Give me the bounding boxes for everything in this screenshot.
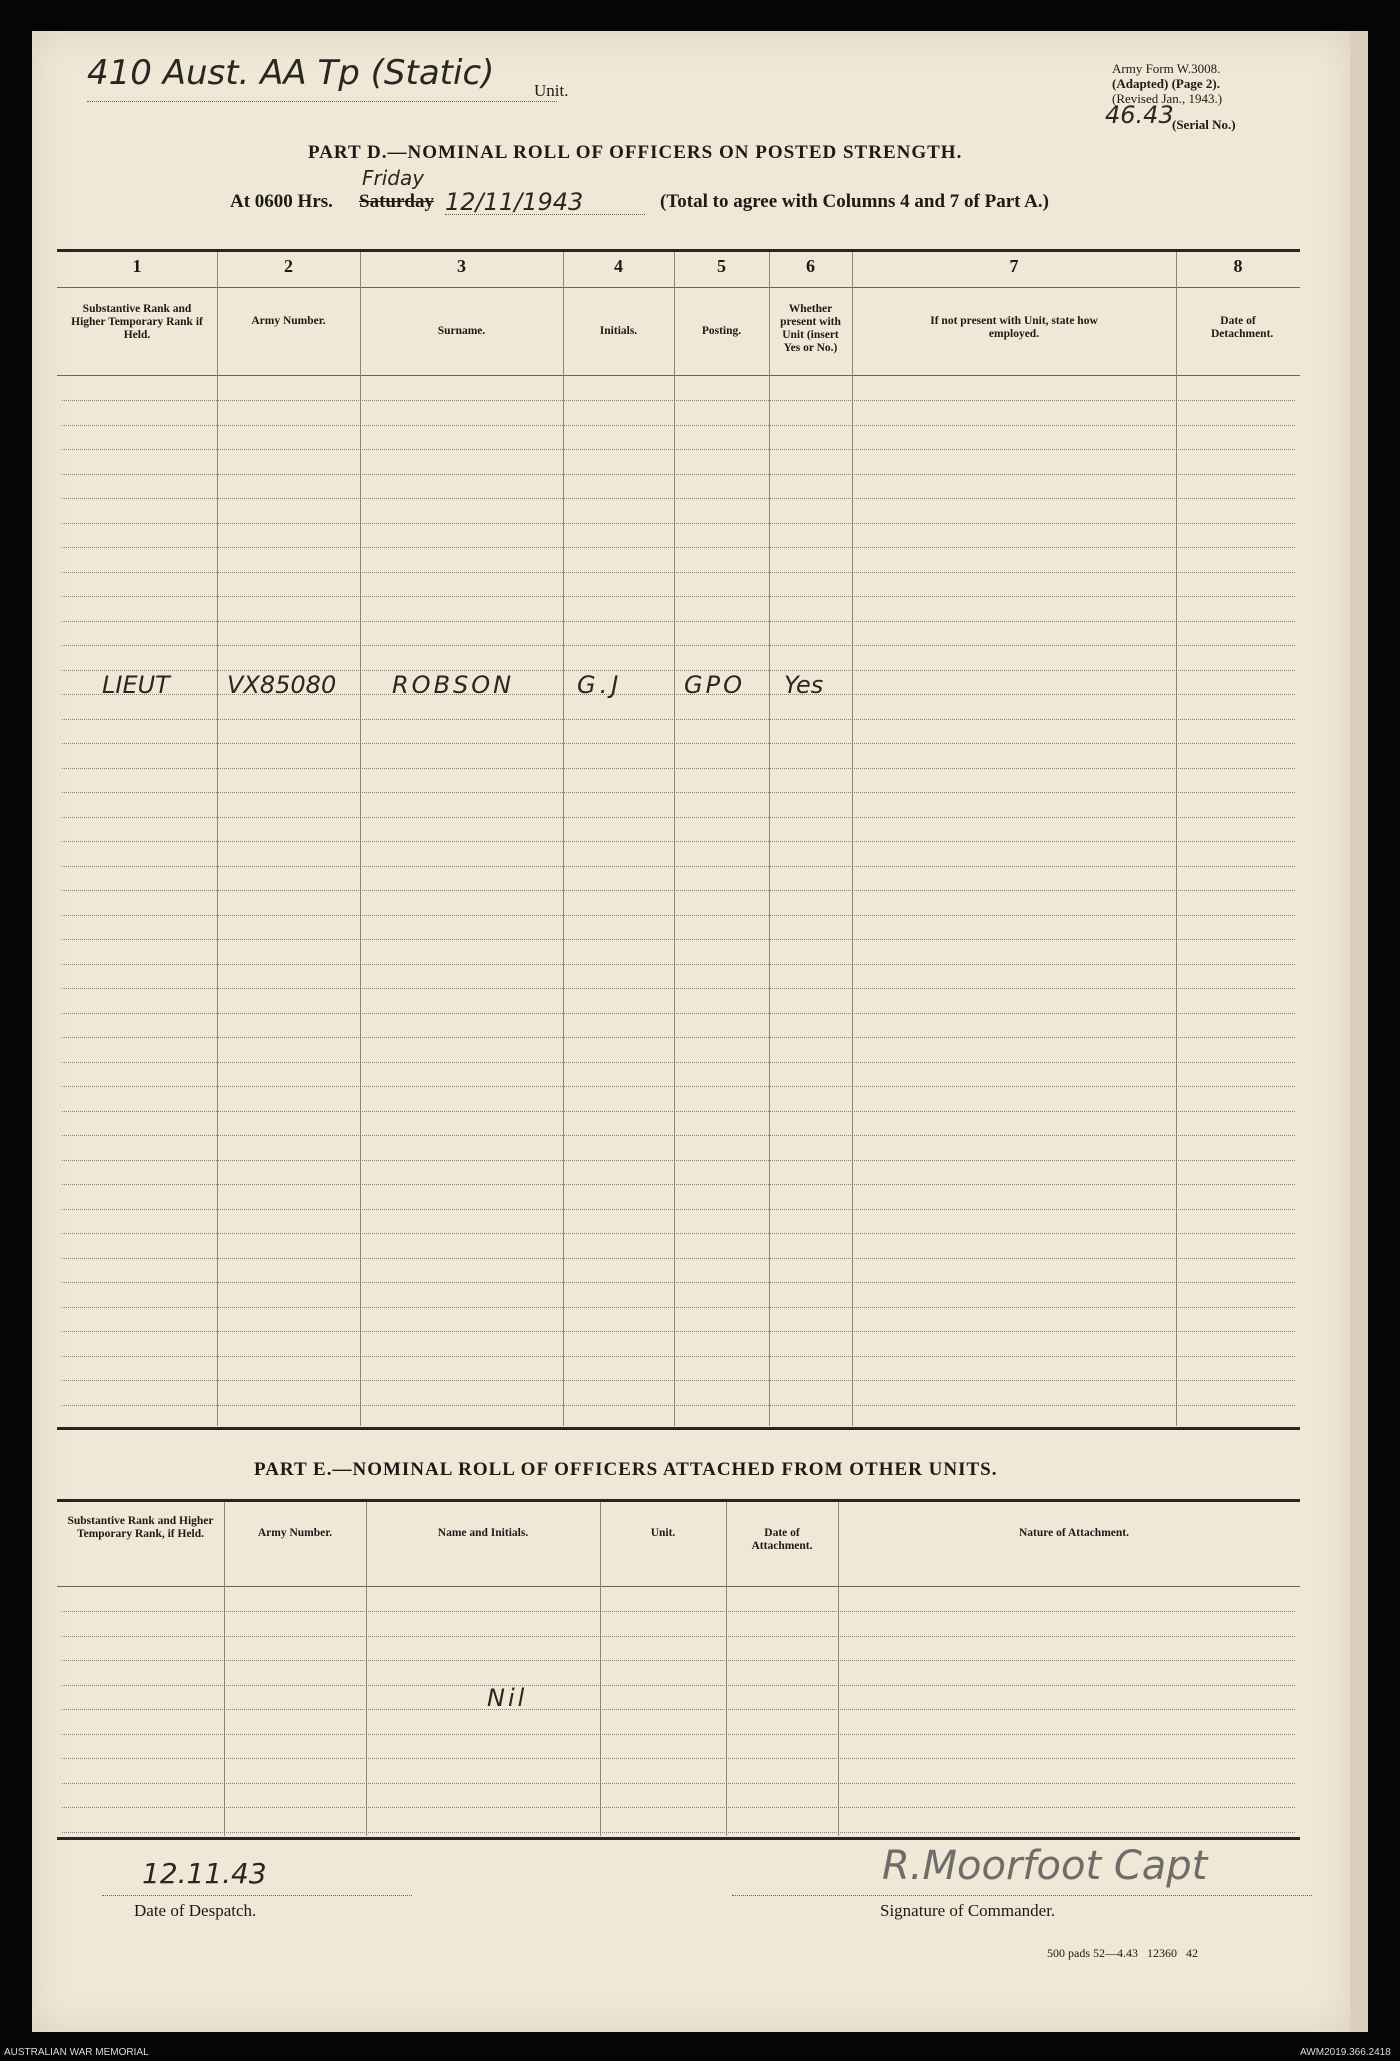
ruled-row [62, 1758, 1295, 1759]
signature: R.Moorfoot Capt [882, 1843, 1208, 1889]
ruled-row [62, 1783, 1295, 1784]
col-num: 7 [1009, 256, 1019, 276]
entry-rank: LIEUT [102, 671, 170, 699]
e-header-unit: Unit. [650, 1527, 676, 1539]
ruled-row [62, 1611, 1295, 1612]
unit-label: Unit. [534, 81, 569, 100]
col-num: 4 [614, 256, 623, 276]
serial-label: (Serial No.) [1172, 117, 1236, 132]
form-number-line2: (Adapted) (Page 2). [1112, 76, 1220, 91]
despatch-dotted-line [102, 1895, 412, 1896]
e-header-nature: Nature of Attachment. [1019, 1527, 1129, 1539]
ruled-row [62, 1660, 1295, 1661]
struck-day: Saturday [359, 191, 434, 212]
col-header-surname: Surname. [437, 325, 486, 337]
serial-handwritten: 46.43 [1105, 101, 1174, 129]
part-e-bottom-border [57, 1837, 1300, 1840]
ruled-row [62, 1807, 1295, 1808]
part-e-nil: Nil [487, 1684, 528, 1712]
watermark-right: AWM2019.366.2418 [1300, 2047, 1391, 2058]
col-divider [838, 1502, 839, 1836]
ruled-row [62, 1636, 1295, 1637]
part-e-top-border [57, 1499, 1300, 1502]
despatch-label: Date of Despatch. [134, 1901, 257, 1920]
entry-army-number: VX85080 [227, 671, 337, 699]
entry-posting: GPO [684, 671, 745, 699]
col-num: 3 [457, 256, 466, 276]
signature-label: Signature of Commander. [880, 1901, 1056, 1920]
col-num: 5 [717, 256, 726, 276]
entry-present: Yes [784, 671, 824, 699]
form-number-line3: (Revised Jan., 1943.) [1112, 91, 1223, 106]
print-info: 500 pads 52—4.43 12360 42 [1047, 1946, 1198, 1960]
entry-initials: G.J [577, 671, 623, 699]
form-number-line1: Army Form W.3008. [1112, 61, 1221, 76]
part-e-table [32, 31, 1350, 2032]
e-header-name: Name and Initials. [437, 1527, 529, 1539]
part-d-title: PART D.—NOMINAL ROLL OF OFFICERS ON POSTED STRENGTH. [308, 142, 963, 163]
col-header-posting: Posting. [701, 325, 742, 337]
col-num: 8 [1233, 256, 1243, 276]
part-e-title: PART E.—NOMINAL ROLL OF OFFICERS ATTACHED FROM OTHER UNITS. [254, 1459, 998, 1480]
col-header-rank: Substantive Rank and Higher Temporary Rank if Held. [71, 303, 203, 341]
e-header-army-number: Army Number. [257, 1527, 333, 1539]
e-header-attachment-date: Date of Attachment. [751, 1527, 813, 1552]
col-num: 6 [806, 256, 815, 276]
signature-dotted-line [732, 1895, 1312, 1896]
despatch-date-handwritten: 12.11.43 [142, 1857, 267, 1890]
ruled-row [62, 1709, 1295, 1710]
ruled-row [62, 1832, 1295, 1833]
col-divider [224, 1502, 225, 1836]
col-num: 2 [284, 256, 293, 276]
ruled-row [62, 1685, 1295, 1686]
col-header-army-number: Army Number. [251, 315, 326, 327]
col-header-initials: Initials. [599, 325, 638, 337]
col-divider [726, 1502, 727, 1836]
date-handwritten: 12/11/1943 [445, 188, 584, 216]
watermark-left: AUSTRALIAN WAR MEMORIAL [4, 2047, 149, 2058]
col-header-employed: If not present with Unit, state how employed. [930, 315, 1098, 340]
e-header-rank: Substantive Rank and Higher Temporary Rank, if Held. [67, 1515, 214, 1540]
entry-surname: ROBSON [392, 671, 515, 699]
col-divider [366, 1502, 367, 1836]
col-divider [600, 1502, 601, 1836]
paper-edge [1350, 31, 1368, 2032]
day-handwritten: Friday [362, 166, 425, 190]
col-header-detachment: Date of Detachment. [1211, 315, 1274, 340]
at-hours-label: At 0600 Hrs. [230, 191, 333, 212]
part-d-note: (Total to agree with Columns 4 and 7 of Part A.) [660, 191, 1049, 212]
part-e-header-bottom [57, 1586, 1300, 1587]
unit-handwritten: 410 Aust. AA Tp (Static) [87, 53, 495, 93]
form-page [32, 31, 1350, 2032]
col-header-present: Whether present with Unit (insert Yes or No.) [780, 303, 841, 354]
ruled-row [62, 1734, 1295, 1735]
col-num: 1 [132, 256, 142, 276]
